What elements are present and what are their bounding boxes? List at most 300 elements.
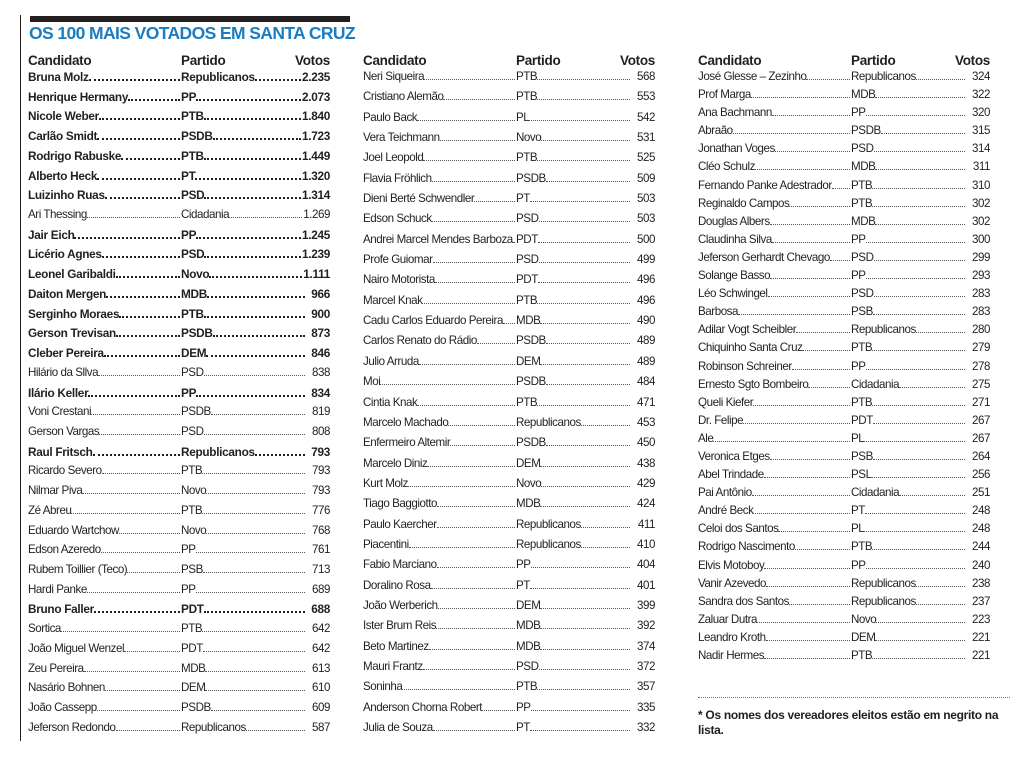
dot-leader — [229, 217, 302, 218]
candidate-party: Republicanos — [181, 444, 255, 459]
candidate-name: Dr. Felipe — [698, 413, 744, 427]
candidate-votes: 525 — [637, 151, 655, 165]
party-cell — [181, 228, 302, 242]
candidate-name-cell — [698, 577, 851, 590]
candidate-name: Jonathan Voges — [698, 142, 775, 156]
candidate-votes: 776 — [312, 503, 330, 517]
party-cell — [181, 109, 302, 123]
candidate-name-cell — [363, 334, 516, 347]
candidate-name: Neri Siqueira — [363, 70, 425, 83]
candidate-votes: 819 — [312, 405, 330, 419]
candidate-votes: 293 — [972, 269, 990, 283]
candidate-name-cell — [28, 287, 181, 301]
candidate-row — [698, 396, 990, 414]
dot-leader — [873, 459, 965, 460]
candidate-row — [698, 504, 990, 522]
candidate-name: Cléo Schulz — [698, 160, 755, 174]
candidate-name: Julia de Souza — [363, 721, 433, 734]
dot-leader — [196, 552, 305, 553]
candidate-name-cell — [363, 558, 516, 571]
candidate-name: Doralino Rosa — [363, 578, 431, 592]
candidate-row — [28, 701, 330, 721]
dot-leader — [71, 513, 180, 514]
party-cell — [181, 307, 306, 321]
party-cell — [516, 558, 631, 571]
candidate-votes: 221 — [972, 649, 990, 662]
candidate-name-cell — [28, 326, 181, 340]
candidate-votes: 438 — [637, 456, 655, 470]
party-cell — [851, 287, 966, 300]
dot-leader — [204, 118, 301, 120]
dot-leader — [866, 115, 965, 116]
candidate-votes: 399 — [637, 598, 655, 612]
dot-leader — [196, 592, 305, 593]
candidate-votes: 500 — [637, 232, 655, 246]
candidate-name-cell — [363, 701, 516, 714]
candidate-votes: 280 — [972, 323, 990, 337]
candidate-row — [363, 721, 655, 741]
candidate-name-cell — [28, 169, 181, 183]
party-cell — [851, 251, 966, 264]
candidate-name: Hilário da Sllva — [28, 365, 99, 379]
candidate-name: Voni Crestani — [28, 405, 92, 419]
candidate-name: João Miguel Wenzel — [28, 641, 125, 655]
candidate-votes: 542 — [637, 110, 655, 124]
candidate-row-elected — [28, 307, 330, 327]
candidate-party: PP — [851, 558, 866, 572]
dot-leader — [417, 120, 515, 121]
party-cell — [851, 396, 966, 409]
party-cell — [181, 405, 306, 418]
candidate-name: André Beck — [698, 504, 754, 518]
candidate-row — [363, 131, 655, 151]
dot-leader — [537, 99, 630, 100]
party-cell — [851, 577, 966, 590]
candidate-name: Nasário Bohnen — [28, 681, 105, 695]
party-cell — [851, 323, 966, 336]
candidate-name-cell — [363, 660, 516, 673]
party-cell — [851, 160, 966, 173]
candidate-party: PSD — [851, 287, 874, 301]
candidate-row — [363, 253, 655, 273]
candidate-name: Rodrigo Nascimento — [698, 540, 795, 554]
dot-leader — [789, 604, 850, 605]
candidate-name-cell — [698, 70, 851, 83]
candidate-name: Paulo Kaercher — [363, 517, 437, 531]
candidate-votes: 642 — [312, 641, 330, 655]
candidate-name-cell — [363, 273, 516, 286]
candidate-name-cell — [698, 142, 851, 155]
candidate-party: DEM — [181, 346, 207, 361]
dot-leader — [539, 262, 631, 263]
candidate-party: PSDB — [851, 124, 881, 138]
dot-leader — [97, 138, 180, 140]
dot-leader — [202, 631, 305, 632]
candidate-name: Carlos Renato do Rádio — [363, 334, 477, 348]
candidate-name: Kurt Molz — [363, 476, 408, 490]
candidate-party: PSDB — [181, 405, 211, 419]
candidate-row — [698, 287, 990, 305]
dot-leader — [537, 160, 630, 161]
dot-leader — [97, 710, 180, 711]
candidate-row — [28, 504, 330, 524]
candidate-row — [698, 522, 990, 540]
candidate-row — [363, 680, 655, 700]
candidate-party: PSDB — [516, 375, 546, 389]
party-cell — [181, 583, 306, 596]
candidate-name-cell — [698, 540, 851, 553]
candidate-name: Paulo Back — [363, 110, 418, 124]
candidate-party: DEM — [851, 630, 876, 644]
candidate-votes: 404 — [637, 558, 655, 572]
candidate-party: PSD — [516, 253, 539, 267]
dot-leader — [531, 567, 630, 568]
candidate-party: PP — [851, 269, 866, 283]
dot-leader — [87, 592, 180, 593]
dot-leader — [875, 169, 965, 170]
dot-leader — [437, 567, 515, 568]
party-cell — [181, 386, 306, 400]
candidate-name-cell — [28, 543, 181, 556]
candidate-party: PP — [851, 232, 866, 246]
party-cell — [516, 131, 631, 144]
candidate-party: Novo — [851, 612, 877, 626]
candidate-name: Rodrigo Rabuske — [28, 148, 122, 163]
dot-leader — [802, 350, 850, 351]
header-candidate: Candidato — [363, 52, 427, 68]
candidate-votes: 283 — [972, 305, 990, 319]
candidate-votes: 450 — [637, 436, 655, 450]
candidate-row — [698, 595, 990, 613]
dot-leader — [764, 477, 850, 478]
dot-leader — [757, 622, 850, 623]
candidate-row — [28, 681, 330, 701]
candidate-name-cell — [363, 212, 516, 225]
candidate-party: PP — [851, 106, 866, 120]
candidate-name-cell — [698, 160, 851, 173]
dot-leader — [539, 669, 631, 670]
candidate-name: Fernando Panke Adestrador — [698, 178, 832, 192]
candidate-name-cell — [698, 305, 851, 318]
candidate-name-cell — [363, 90, 516, 103]
candidate-party: PP — [181, 227, 197, 242]
candidate-votes: 553 — [637, 90, 655, 104]
candidate-party: PSD — [181, 247, 205, 262]
candidate-name: Joel Leopold — [363, 151, 424, 165]
candidate-row — [363, 416, 655, 436]
candidate-party: PTB — [851, 196, 873, 210]
party-cell — [516, 701, 631, 714]
candidate-name-cell — [698, 251, 851, 264]
candidate-name: Nilmar Piva — [28, 484, 83, 498]
dot-leader — [435, 282, 515, 283]
candidate-name-cell — [28, 701, 181, 714]
header-party: Partido — [181, 52, 226, 68]
candidate-row — [363, 172, 655, 192]
dot-leader — [546, 384, 630, 385]
dot-leader — [102, 473, 180, 474]
candidate-name-cell — [698, 486, 851, 499]
dot-leader — [581, 547, 630, 548]
candidate-votes: 1.314 — [301, 188, 330, 203]
dot-leader — [195, 178, 300, 180]
left-border-rule — [20, 15, 21, 741]
candidate-votes: 838 — [312, 365, 330, 379]
candidate-name-cell — [28, 642, 181, 655]
dot-leader — [408, 486, 515, 487]
dot-leader — [540, 364, 630, 365]
dot-leader — [792, 369, 850, 370]
candidate-row — [363, 314, 655, 334]
candidate-name: Queli Kiefer — [698, 395, 754, 409]
candidate-row — [698, 160, 990, 178]
candidate-name: Reginaldo Campos — [698, 196, 790, 210]
party-cell — [181, 464, 306, 477]
dot-leader — [916, 79, 965, 80]
candidate-party: PP — [181, 582, 196, 596]
dot-leader — [770, 224, 850, 225]
candidate-row-elected — [28, 247, 330, 267]
party-cell — [181, 622, 306, 635]
party-cell — [851, 432, 966, 445]
party-cell — [516, 192, 631, 205]
dot-leader — [203, 651, 305, 652]
candidate-party: PTB — [851, 178, 873, 192]
dot-leader — [255, 454, 305, 456]
dot-leader — [213, 335, 305, 337]
candidate-row — [698, 649, 990, 667]
candidate-row — [698, 559, 990, 577]
candidate-row-elected — [28, 445, 330, 465]
party-cell — [851, 559, 966, 572]
candidate-name: João Cassepp — [28, 701, 97, 714]
party-cell — [851, 197, 966, 210]
dot-leader — [89, 79, 180, 81]
candidate-party: PL — [851, 431, 865, 445]
party-cell — [851, 631, 966, 644]
party-cell — [851, 179, 966, 192]
candidate-name: Profe Guiomar — [363, 253, 433, 267]
candidate-name: Cadu Carlos Eduardo Pereira — [363, 314, 503, 328]
party-cell — [516, 111, 631, 124]
candidate-name-cell — [698, 595, 851, 608]
candidate-party: PSDB — [516, 436, 546, 450]
candidate-votes: 846 — [311, 346, 330, 361]
candidate-row-elected — [28, 346, 330, 366]
candidate-party: Novo — [181, 484, 207, 498]
candidate-row-elected — [28, 188, 330, 208]
dot-leader — [899, 387, 965, 388]
candidate-party: PT — [516, 578, 530, 592]
candidate-name: Luizinho Ruas — [28, 188, 105, 203]
candidate-row — [363, 518, 655, 538]
dot-leader — [433, 262, 515, 263]
candidate-party: Novo — [516, 131, 542, 145]
candidate-name: Ari Thessing — [28, 208, 87, 222]
candidate-name-cell — [363, 457, 516, 470]
candidate-votes: 793 — [312, 484, 330, 498]
candidate-name: Jair Eich — [28, 227, 75, 242]
candidate-row — [28, 583, 330, 603]
party-cell — [516, 579, 631, 592]
candidate-name: Chiquinho Santa Cruz — [698, 341, 803, 355]
candidate-name: Julio Arruda — [363, 354, 419, 368]
candidate-party: Cidadania — [851, 377, 900, 391]
candidate-name: Pai Antônio — [698, 486, 752, 500]
candidate-row — [28, 622, 330, 642]
candidate-row — [698, 540, 990, 558]
candidate-row — [698, 251, 990, 269]
candidate-votes: 299 — [972, 250, 990, 264]
dot-leader — [540, 608, 630, 609]
party-cell — [851, 378, 966, 391]
dot-leader — [916, 604, 965, 605]
party-cell — [181, 169, 302, 183]
candidate-party: PL — [516, 110, 530, 124]
party-cell — [181, 267, 303, 281]
party-cell — [851, 88, 966, 101]
candidate-row — [698, 468, 990, 486]
candidate-row — [698, 106, 990, 124]
candidate-name: Adilar Vogt Scheibler — [698, 323, 797, 337]
party-cell — [516, 355, 631, 368]
candidate-name-cell — [28, 247, 181, 261]
candidate-votes: 509 — [637, 171, 655, 185]
candidate-name-cell — [698, 179, 851, 192]
dot-leader — [753, 513, 850, 514]
dot-leader — [866, 369, 965, 370]
candidate-name: Jeferson Gerhardt Chevago — [698, 250, 830, 264]
candidate-votes: 251 — [972, 486, 990, 500]
candidate-name-cell — [698, 649, 851, 662]
candidate-votes: 392 — [637, 619, 655, 633]
candidate-votes: 310 — [972, 178, 990, 192]
candidate-name-cell — [698, 287, 851, 300]
dot-leader — [105, 197, 180, 199]
candidate-name-cell — [363, 172, 516, 185]
header-votes: Votos — [295, 52, 330, 68]
party-cell — [516, 518, 631, 531]
dot-leader — [531, 710, 630, 711]
footnote: * Os nomes dos vereadores eleitos estão em negrito na lista. — [698, 708, 999, 737]
party-cell — [181, 681, 306, 694]
party-cell — [516, 640, 631, 653]
dot-leader — [529, 120, 630, 121]
candidate-row-elected — [28, 326, 330, 346]
candidate-row — [363, 457, 655, 477]
dot-leader — [206, 355, 305, 357]
dot-leader — [866, 568, 965, 569]
candidate-name: Ale — [698, 431, 714, 445]
candidate-name-cell — [698, 124, 851, 137]
dot-leader — [873, 423, 965, 424]
candidate-votes: 311 — [972, 160, 990, 174]
candidate-name: Piacentini — [363, 537, 409, 551]
candidate-row — [28, 642, 330, 662]
party-cell — [851, 595, 966, 608]
party-cell — [851, 613, 966, 626]
candidate-party: PTB — [516, 151, 538, 165]
candidate-row — [363, 375, 655, 395]
party-cell — [516, 538, 631, 551]
candidate-row — [363, 233, 655, 253]
party-cell — [516, 619, 631, 632]
dot-leader — [409, 547, 515, 548]
party-cell — [851, 233, 966, 246]
party-cell — [851, 486, 966, 499]
party-cell — [181, 701, 306, 714]
dot-leader — [87, 217, 180, 218]
candidate-name-cell — [698, 631, 851, 644]
page-title: OS 100 MAIS VOTADOS EM SANTA CRUZ — [29, 23, 356, 43]
dot-leader — [546, 445, 630, 446]
candidate-party: Republicanos — [516, 537, 581, 551]
dot-leader — [808, 387, 850, 388]
candidate-party: PSD — [851, 250, 874, 264]
candidate-votes: 610 — [312, 681, 330, 695]
candidate-name: Marcel Knak — [363, 293, 423, 307]
candidate-party: DEM — [181, 681, 206, 695]
candidate-row — [363, 151, 655, 171]
candidate-name-cell — [698, 269, 851, 282]
dot-leader — [796, 332, 850, 333]
dot-leader — [255, 79, 301, 81]
candidate-votes: 834 — [311, 385, 330, 400]
dot-leader — [204, 434, 306, 435]
dot-leader — [875, 224, 965, 225]
dot-leader — [127, 572, 180, 573]
party-cell — [181, 602, 306, 616]
dot-leader — [541, 140, 630, 141]
dot-leader — [82, 493, 180, 494]
dot-leader — [196, 237, 301, 239]
candidate-votes: 613 — [312, 661, 330, 675]
candidate-votes: 221 — [972, 630, 990, 644]
dot-leader — [94, 611, 180, 613]
candidate-row — [363, 355, 655, 375]
candidate-name: Barbosa — [698, 305, 739, 319]
candidate-party: MDB — [181, 661, 206, 675]
dot-leader — [437, 506, 515, 507]
party-cell — [851, 106, 966, 119]
candidate-name: João Werberich — [363, 598, 438, 612]
candidate-name: Dieni Berté Schwendler — [363, 192, 475, 206]
dot-leader — [866, 242, 965, 243]
dot-leader — [753, 405, 850, 406]
candidate-party: PDT — [516, 273, 538, 287]
dot-leader — [84, 671, 180, 672]
dot-leader — [106, 296, 180, 298]
candidate-party: PP — [516, 558, 531, 572]
dot-leader — [206, 493, 305, 494]
candidate-votes: 320 — [972, 106, 990, 120]
candidate-name: Enfermeiro Altemir — [363, 436, 451, 450]
candidate-votes: 279 — [972, 341, 990, 355]
candidate-name: Sortica — [28, 622, 61, 636]
party-cell — [516, 151, 631, 164]
dot-leader — [417, 405, 515, 406]
candidate-name-cell — [363, 416, 516, 429]
candidate-party: MDB — [851, 214, 876, 228]
candidate-name-cell — [698, 468, 851, 481]
dot-leader — [830, 260, 850, 261]
candidate-name: José Glesse – Zezinho — [698, 70, 807, 83]
party-cell — [516, 396, 631, 409]
column-header — [28, 50, 330, 70]
candidate-party: PSDB — [181, 129, 213, 144]
candidate-name: Daiton Mergen — [28, 286, 107, 301]
dot-leader — [752, 495, 850, 496]
